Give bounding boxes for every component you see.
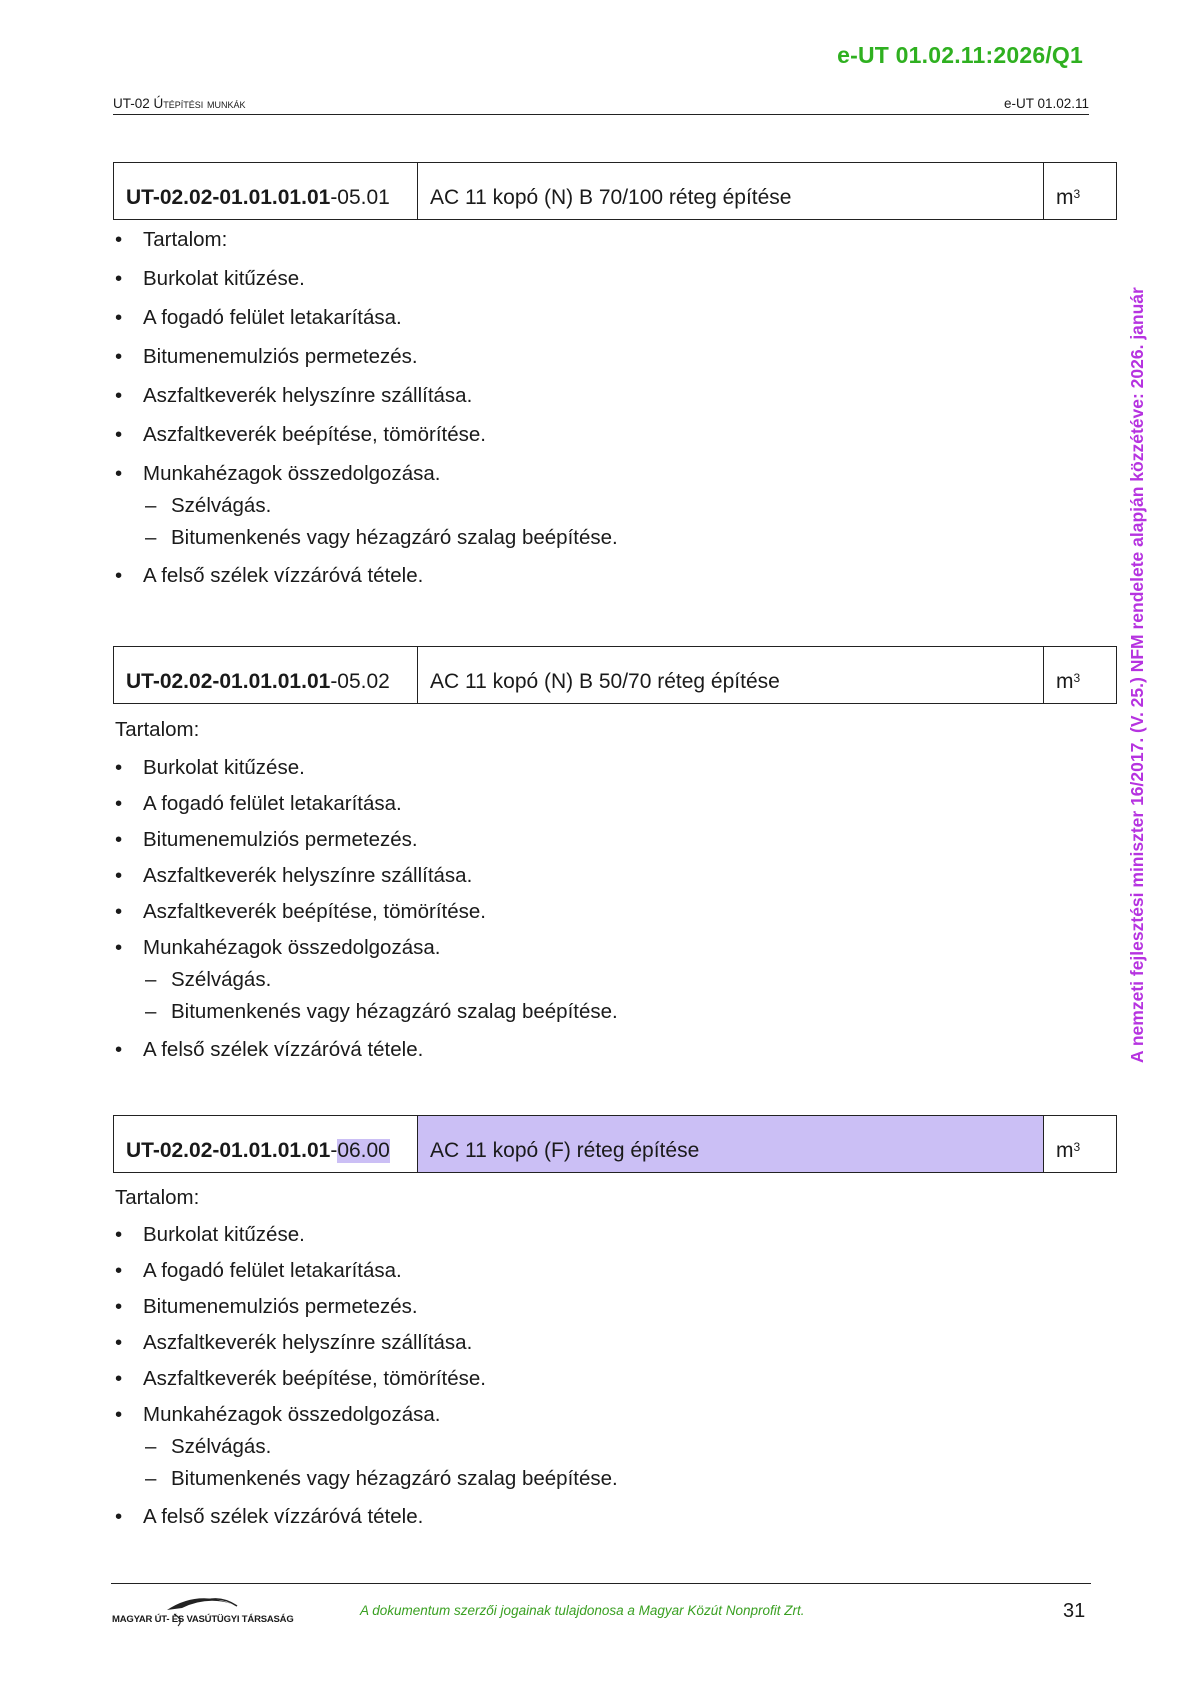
list-item: • A felső szélek vízzáróvá tétele. bbox=[113, 1504, 618, 1543]
society-logo-icon bbox=[112, 1590, 262, 1632]
item-table-05-02 bbox=[113, 646, 1117, 704]
item-unit: m $^3$ bbox=[1056, 670, 1081, 693]
list-item: • A fogadó felület letakarítása. bbox=[113, 305, 618, 344]
item-code: UT-02.02-01.01.01.01 - 06.00 bbox=[114, 1116, 418, 1172]
list-item: • Aszfaltkeverék beépítése, tömörítése. bbox=[113, 1366, 618, 1402]
document-code: e-UT 01.02.11:2026/Q1 bbox=[837, 42, 1083, 68]
item-unit: m $^3$ bbox=[1056, 1139, 1081, 1162]
content-list-05-02 bbox=[113, 755, 618, 1076]
list-item: • Burkolat kitűzése. bbox=[113, 755, 618, 791]
header-doc-id: e-UT 01.02.11 bbox=[1003, 96, 1089, 111]
list-item: • A felső szélek vízzáróvá tétele. bbox=[113, 1037, 618, 1076]
list-item: • Bitumenemulziós permetezés. bbox=[113, 344, 618, 383]
list-item: • Aszfaltkeverék beépítése, tömörítése. bbox=[113, 422, 618, 461]
sub-list-item: – Szélvágás. bbox=[113, 967, 618, 999]
list-item: • Munkahézagok összedolgozása. bbox=[113, 1402, 618, 1434]
list-item: • Burkolat kitűzése. bbox=[113, 266, 618, 305]
footer-rule bbox=[111, 1583, 1091, 1584]
list-item: • A fogadó felület letakarítása. bbox=[113, 791, 618, 827]
item-unit: m $^3$ bbox=[1056, 186, 1081, 209]
item-table-06-00 bbox=[113, 1115, 1117, 1173]
list-item: • Burkolat kitűzése. bbox=[113, 1222, 618, 1258]
item-code: UT-02.02-01.01.01.01 -05.02 bbox=[114, 647, 418, 703]
list-item: • Munkahézagok összedolgozása. bbox=[113, 461, 618, 493]
list-item: • A felső szélek vízzáróvá tétele. bbox=[113, 563, 618, 602]
list-item: • Bitumenemulziós permetezés. bbox=[113, 827, 618, 863]
list-item: • Aszfaltkeverék helyszínre szállítása. bbox=[113, 383, 618, 422]
sub-list-item: – Szélvágás. bbox=[113, 1434, 618, 1466]
item-code: UT-02.02-01.01.01.01 -05.01 bbox=[114, 163, 418, 219]
list-item: • Tartalom: bbox=[113, 227, 618, 266]
running-header bbox=[113, 96, 1089, 115]
society-logo-text: MAGYAR ÚT- ÉS VASÚTÜGYI TÁRSASÁG bbox=[112, 1614, 294, 1625]
item-table-05-01 bbox=[113, 162, 1117, 220]
copyright-notice: A dokumentum szerzői jogainak tulajdonosa a Magyar Közút Nonprofit Zrt. bbox=[360, 1603, 805, 1618]
list-item: • Aszfaltkeverék helyszínre szállítása. bbox=[113, 1330, 618, 1366]
header-section-title: UT-02 Útépítési munkák bbox=[113, 96, 246, 111]
sub-list-item: – Bitumenkenés vagy hézagzáró szalag beépítése. bbox=[113, 999, 618, 1031]
page-number: 31 bbox=[1063, 1600, 1086, 1622]
sub-list-item: – Szélvágás. bbox=[113, 493, 618, 525]
list-item: • Aszfaltkeverék helyszínre szállítása. bbox=[113, 863, 618, 899]
publication-side-note: A nemzeti fejlesztési miniszter 16/2017. (V. 25.) NFM rendelete alapján közzétéve: 2026. január bbox=[1127, 287, 1147, 1063]
sub-list-item: – Bitumenkenés vagy hézagzáró szalag beépítése. bbox=[113, 1466, 618, 1498]
contents-label: Tartalom: bbox=[115, 718, 200, 741]
list-item: • Bitumenemulziós permetezés. bbox=[113, 1294, 618, 1330]
item-title: AC 11 kopó (F) réteg építése bbox=[418, 1116, 1044, 1172]
highlighted-code-suffix: 06.00 bbox=[337, 1139, 390, 1162]
content-list-05-01 bbox=[113, 227, 618, 602]
item-title: AC 11 kopó (N) B 50/70 réteg építése bbox=[418, 647, 1044, 703]
list-item: • A fogadó felület letakarítása. bbox=[113, 1258, 618, 1294]
content-list-06-00 bbox=[113, 1222, 618, 1543]
list-item: • Aszfaltkeverék beépítése, tömörítése. bbox=[113, 899, 618, 935]
contents-label: Tartalom: bbox=[115, 1186, 200, 1209]
list-item: • Munkahézagok összedolgozása. bbox=[113, 935, 618, 967]
item-title: AC 11 kopó (N) B 70/100 réteg építése bbox=[418, 163, 1044, 219]
sub-list-item: – Bitumenkenés vagy hézagzáró szalag beépítése. bbox=[113, 525, 618, 557]
